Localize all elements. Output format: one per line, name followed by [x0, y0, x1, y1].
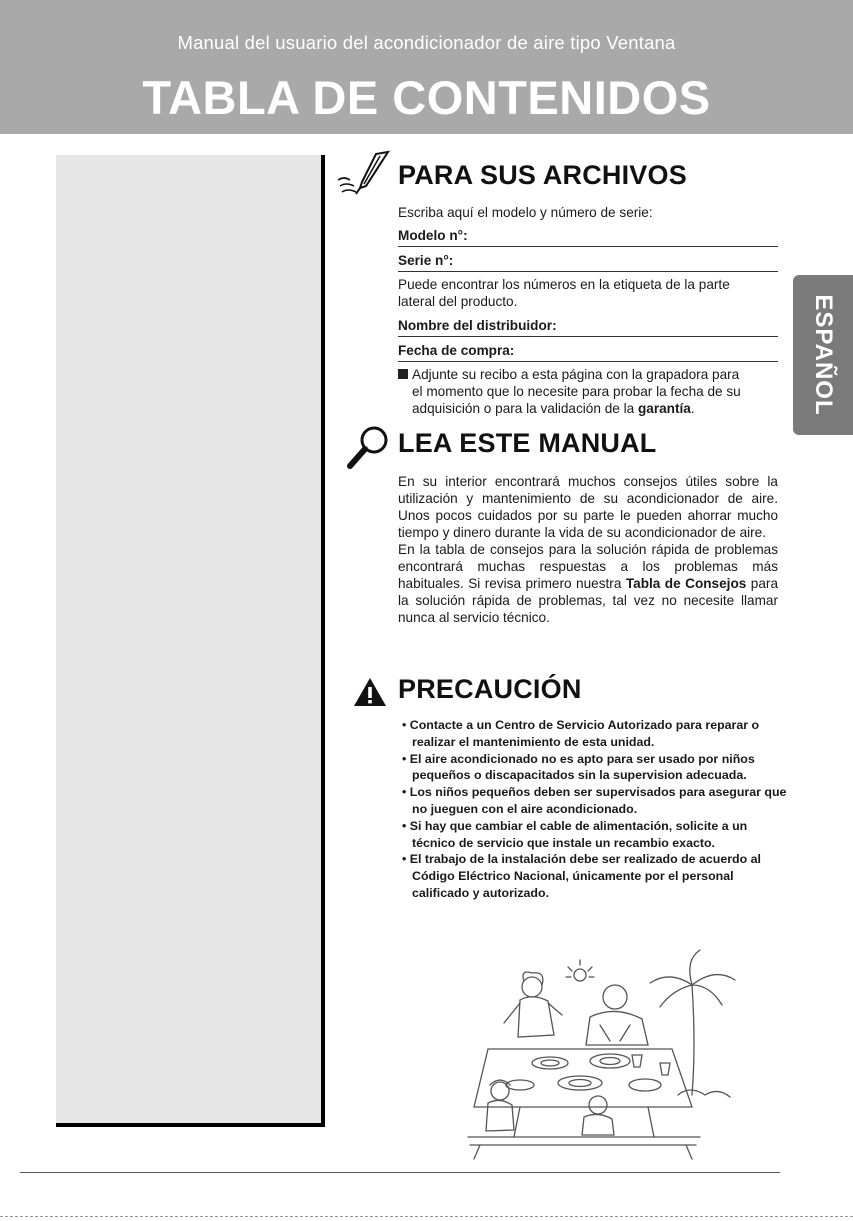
- location-line-1: Puede encontrar los números en la etiqueta de la parte: [398, 277, 730, 292]
- manual-paragraph-2: [398, 541, 778, 626]
- manual-section-title: LEA ESTE MANUAL: [398, 428, 657, 458]
- page-bottom-dashed-rule: [0, 1216, 853, 1217]
- purchase-date-field: Fecha de compra:: [398, 339, 778, 362]
- tips-table-link-text: Tabla de Consejos: [625, 576, 747, 591]
- records-content: [398, 204, 778, 417]
- dealer-name-field: Nombre del distribuidor:: [398, 314, 778, 337]
- caution-item: • Contacte a un Centro de Servicio Autorizado para reparar o realizar el mantenimiento de esta unidad.: [402, 718, 760, 749]
- caution-item: • Los niños pequeños deben ser supervisados para asegurar que no jueguen con el aire acondicionado.: [402, 785, 787, 816]
- language-tab-label: ESPAÑOL: [810, 294, 837, 416]
- serial-number-field: Serie n°:: [398, 249, 778, 272]
- receipt-note: [398, 366, 778, 417]
- manual-paragraph-2-start: En la tabla de consejos para la solución rápida de problemas encontrará muchas respuestas a los problemas más habituales. Si revisa primero nuestra: [398, 542, 778, 591]
- language-tab: [793, 275, 853, 435]
- caution-item: • Si hay que cambiar el cable de alimentación, solicite a un técnico de servicio que instale un recambio exacto.: [402, 818, 748, 850]
- model-number-field: Modelo n°:: [398, 224, 778, 247]
- manual-paragraph-1: En su interior encontrará muchos consejos útiles sobre la utilización y mantenimiento de su acondicionador de aire. Unos pocos cuidados por su parte le pueden ahorrar mucho tiempo y dinero durante la vida de su acondicionador de aire.: [398, 474, 778, 540]
- caution-item: • El trabajo de la instalación debe ser realizado de acuerdo al Código Eléctrico Nacional, únicamente por el personal calificado y autorizado.: [402, 852, 761, 900]
- warranty-word: garantía: [637, 401, 691, 416]
- magnifier-icon: [344, 424, 394, 470]
- receipt-note-line-3: [412, 400, 741, 417]
- manual-content: [398, 473, 778, 626]
- pen-icon: [336, 150, 394, 198]
- warning-icon: [352, 676, 388, 708]
- square-bullet-icon: [398, 369, 408, 379]
- family-picnic-illustration: [460, 945, 740, 1160]
- records-section-title: PARA SUS ARCHIVOS: [398, 160, 687, 190]
- manual-subtitle: Manual del usuario del acondicionador de aire tipo Ventana: [177, 32, 676, 53]
- page-title: TABLA DE CONTENIDOS: [142, 71, 711, 124]
- contents-sidebar-panel: [56, 155, 325, 1127]
- receipt-note-line-1: Adjunte su recibo a esta página con la grapadora para: [412, 367, 740, 382]
- manual-paragraph-2-end: para la solución rápida de problemas, tal vez no necesite llamar nunca al servicio técnico.: [398, 576, 778, 625]
- caution-section-title: PRECAUCIÓN: [398, 674, 582, 704]
- receipt-note-line-3-prefix: adquisición o para la validación de la: [412, 401, 638, 416]
- location-line-2: lateral del producto.: [398, 294, 518, 309]
- caution-item: • El aire acondicionado no es apto para ser usado por niños pequeños o discapacitados sin la supervision adecuada.: [402, 751, 755, 783]
- receipt-note-line-3-suffix: .: [690, 401, 695, 416]
- footer-rule: [20, 1172, 780, 1173]
- page-header: [0, 0, 853, 134]
- receipt-note-line-2: el momento que lo necesite para probar la fecha de su: [412, 384, 741, 399]
- records-intro: Escriba aquí el modelo y número de serie:: [398, 205, 653, 220]
- caution-list: [398, 717, 788, 902]
